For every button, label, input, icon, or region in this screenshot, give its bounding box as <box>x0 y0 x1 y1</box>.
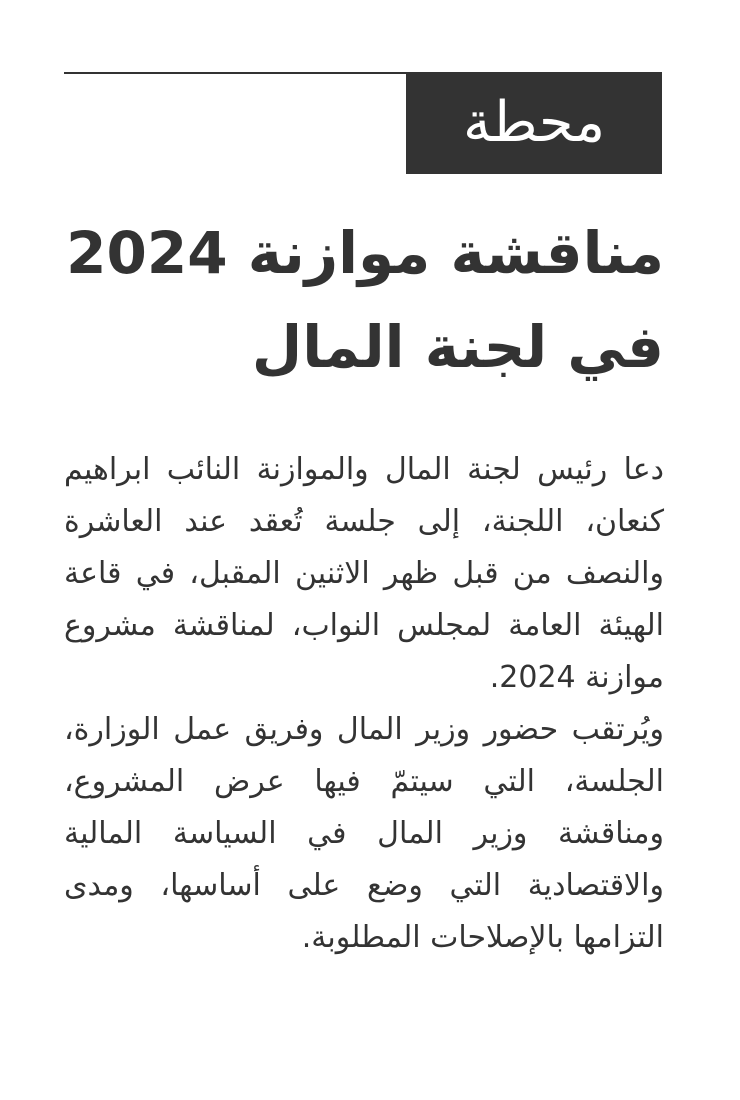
section-label-text: محطة <box>462 90 606 155</box>
article-paragraph-2: ويُرتقب حضور وزير المال وفريق عمل الوزارة، الجلسة، التي سيتمّ فيها عرض المشروع، ومناقشة وزير المال في السياسة المالية والاقتصادية التي وضع على أساسها، ومدى التزامها بالإصلاحات المطلوبة. <box>64 712 664 955</box>
headline-line-1: مناقشة موازنة 2024 <box>66 219 664 287</box>
article-body <box>64 444 664 964</box>
headline-line-2: في لجنة المال <box>251 313 664 381</box>
article-paragraph-1: دعا رئيس لجنة المال والموازنة النائب ابراهيم كنعان، اللجنة، إلى جلسة تُعقد عند العاشرة والنصف من قبل ظهر الاثنين المقبل، في قاعة الهيئة العامة لمجلس النواب، لمناقشة مشروع موازنة 2024. <box>64 452 664 695</box>
article-headline <box>64 206 664 394</box>
section-label <box>406 72 662 174</box>
